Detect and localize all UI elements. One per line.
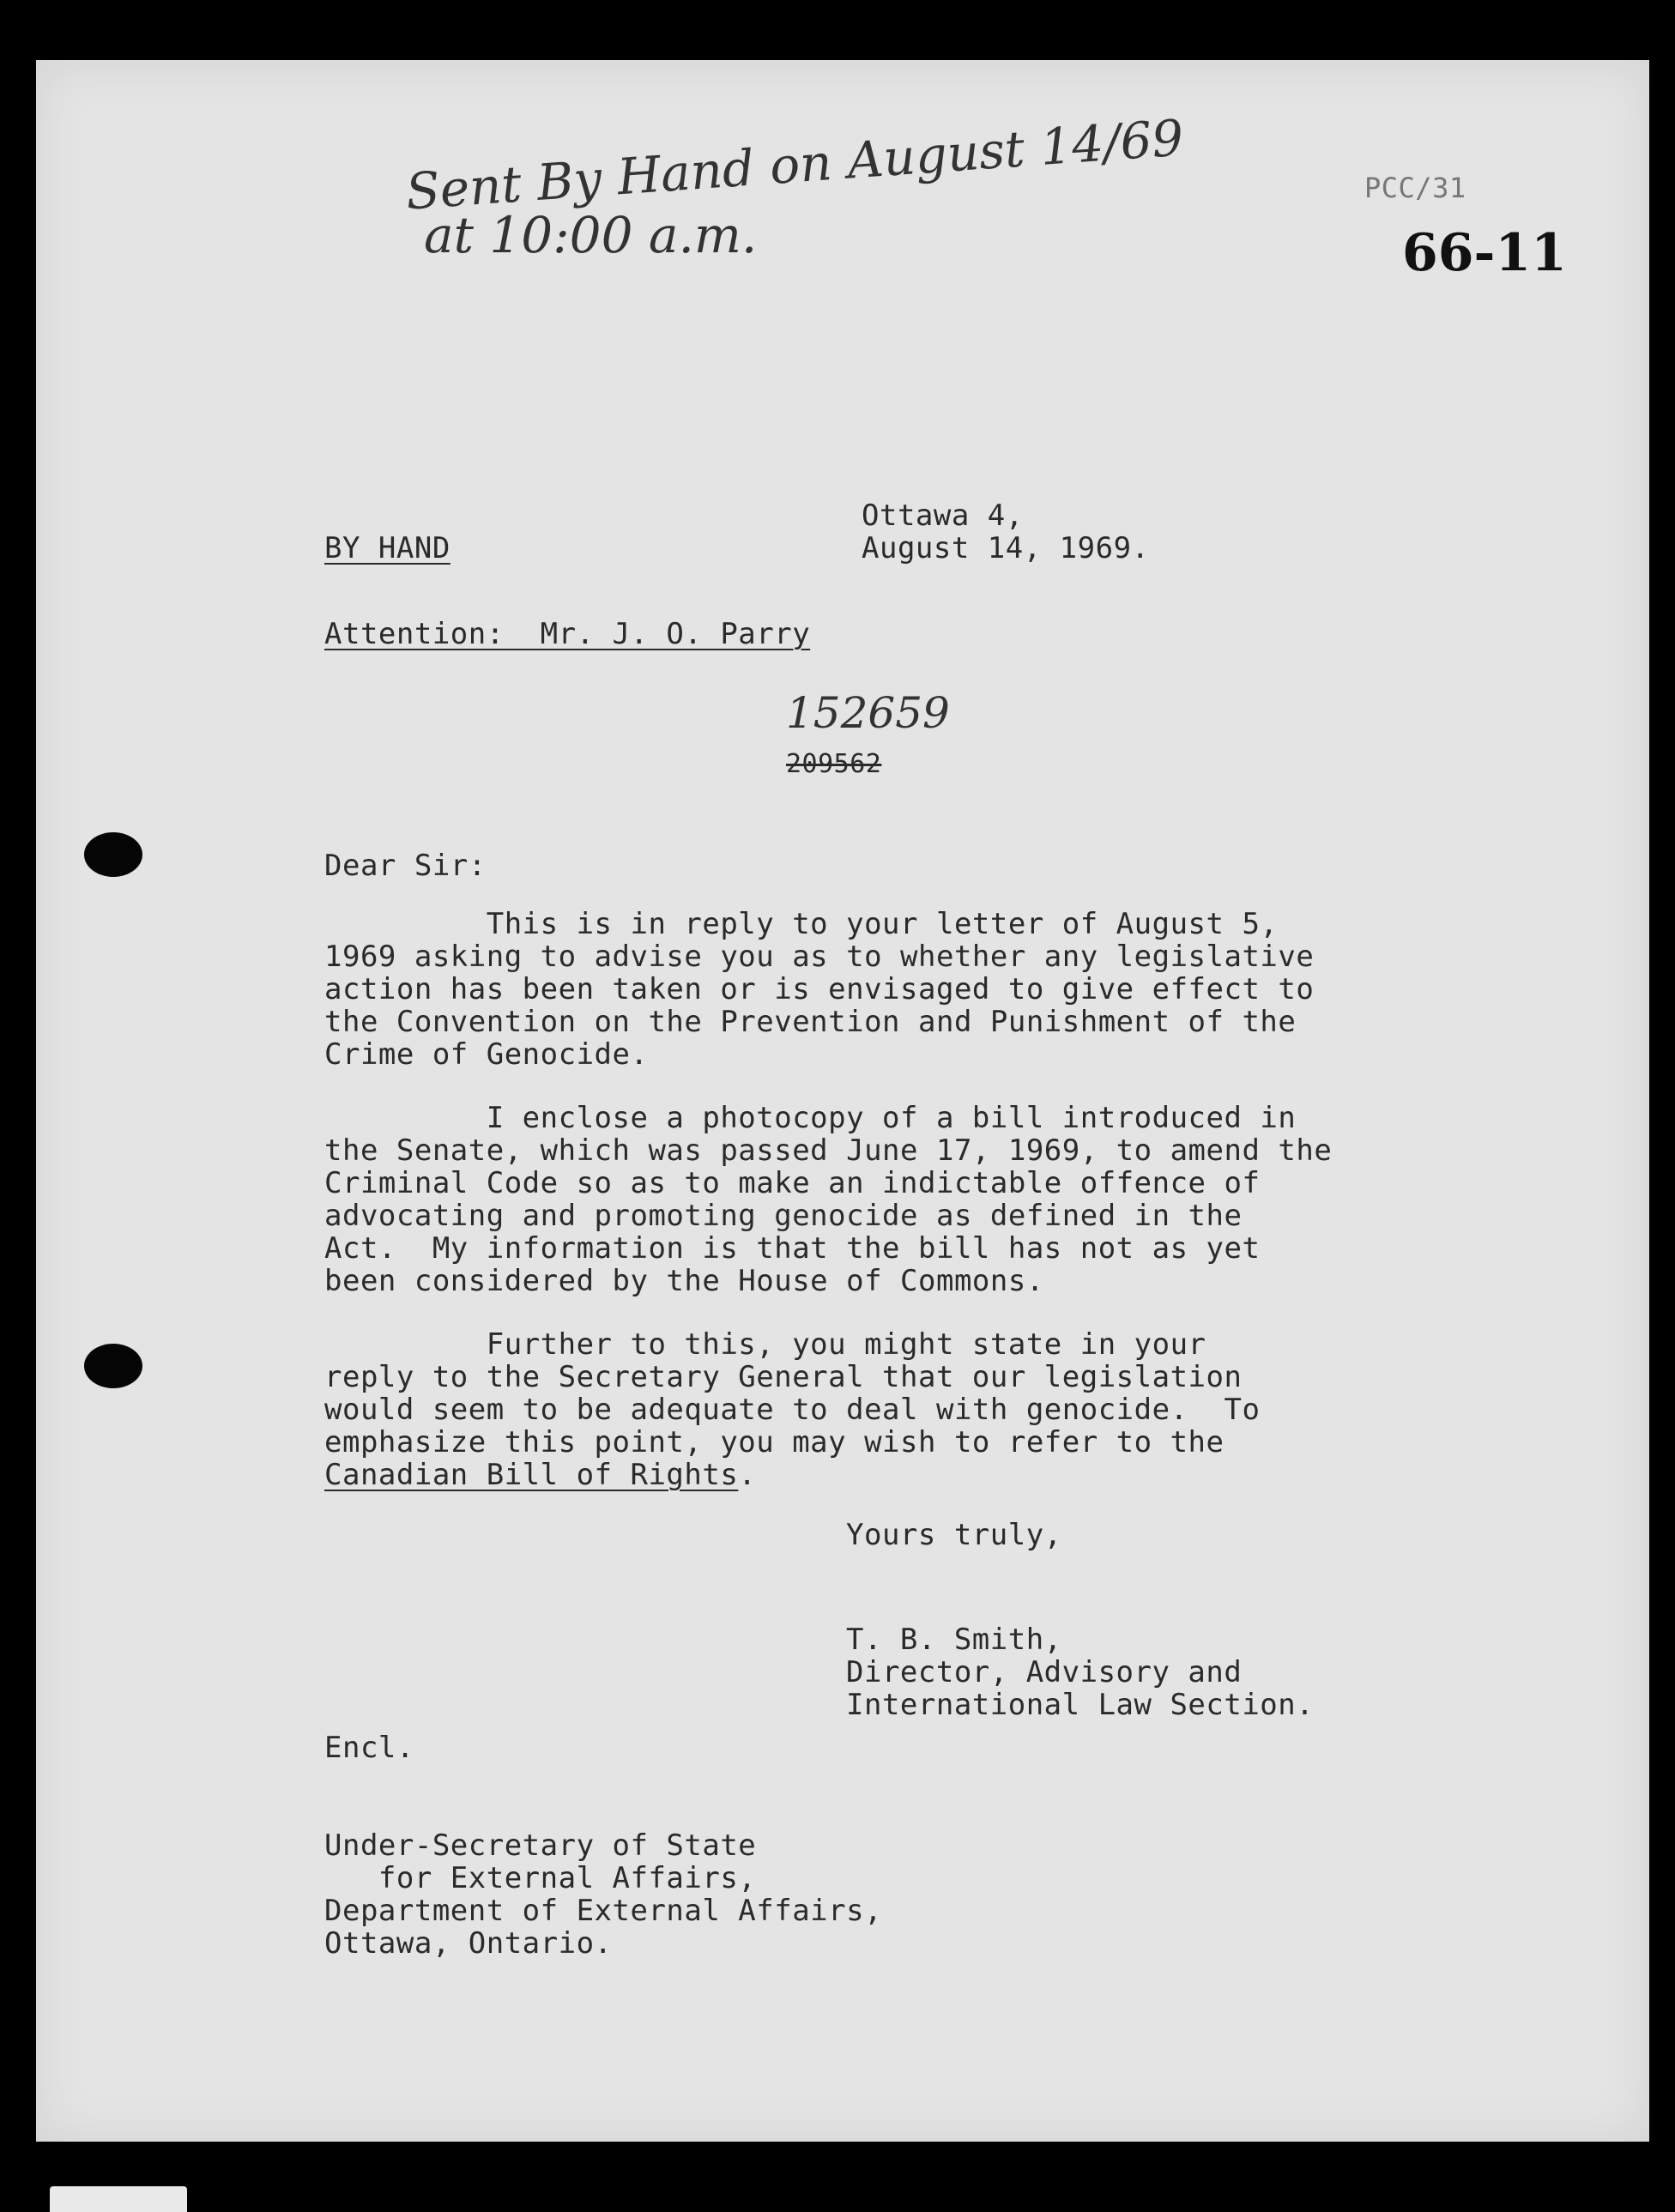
- struck-file-number: 209562: [786, 749, 882, 779]
- paragraph-line: I enclose a photocopy of a bill introduced in: [324, 1101, 1297, 1135]
- paragraph-line: the Convention on the Prevention and Punishment of the: [324, 1005, 1297, 1039]
- canadian-bill-of-rights: Canadian Bill of Rights: [324, 1458, 739, 1492]
- paragraph-line: emphasize this point, you may wish to refer to the: [324, 1425, 1225, 1460]
- file-ref-handwritten: 66-11: [1402, 223, 1567, 283]
- enclosure: Encl.: [324, 1731, 414, 1765]
- paragraph-line: Act. My information is that the bill has not as yet: [324, 1231, 1261, 1266]
- paragraph-line: action has been taken or is envisaged to give effect to: [324, 972, 1315, 1006]
- letter-date: August 14, 1969.: [862, 531, 1150, 565]
- addressee-line: for External Affairs,: [324, 1861, 757, 1895]
- attention-line: Attention: Mr. J. O. Parry: [324, 617, 811, 651]
- signature-title: Director, Advisory and: [846, 1655, 1243, 1689]
- addressee-line: Under-Secretary of State: [324, 1828, 757, 1863]
- addressee-line: Ottawa, Ontario.: [324, 1926, 613, 1961]
- paragraph-line: advocating and promoting genocide as defined in the: [324, 1199, 1243, 1233]
- salutation: Dear Sir:: [324, 849, 487, 883]
- handwritten-note-line2: at 10:00 a.m.: [424, 206, 758, 264]
- file-ref-typed: PCC/31: [1364, 172, 1466, 204]
- delivery-method: BY HAND: [324, 531, 450, 565]
- paragraph-line: 1969 asking to advise you as to whether any legislative: [324, 940, 1315, 974]
- closing: Yours truly,: [846, 1518, 1062, 1552]
- reference-suffix: .: [738, 1458, 757, 1492]
- paragraph-line: Crime of Genocide.: [324, 1037, 649, 1072]
- paragraph-line: the Senate, which was passed June 17, 1969, to amend the: [324, 1133, 1333, 1168]
- paragraph-line: Criminal Code so as to make an indictable offence of: [324, 1166, 1261, 1200]
- handwritten-note-line1: Sent By Hand on August 14/69: [403, 108, 1186, 221]
- signature-section: International Law Section.: [846, 1688, 1315, 1722]
- letter-place: Ottawa 4,: [862, 499, 1024, 533]
- paragraph-line: This is in reply to your letter of August 5,: [324, 907, 1279, 941]
- paragraph-line: would seem to be adequate to deal with genocide. To: [324, 1393, 1261, 1427]
- handwritten-file-number: 152659: [786, 688, 950, 738]
- punch-hole: [84, 832, 142, 877]
- microfilm-tab: [50, 2186, 187, 2212]
- paragraph-line: Further to this, you might state in your: [324, 1327, 1206, 1362]
- addressee-line: Department of External Affairs,: [324, 1894, 883, 1928]
- paragraph-line-final: [324, 1459, 756, 1491]
- signature-name: T. B. Smith,: [846, 1623, 1062, 1657]
- paragraph-line: been considered by the House of Commons.: [324, 1264, 1044, 1298]
- paragraph-line: reply to the Secretary General that our legislation: [324, 1360, 1243, 1394]
- document-page: [36, 60, 1649, 2142]
- punch-hole: [84, 1344, 142, 1388]
